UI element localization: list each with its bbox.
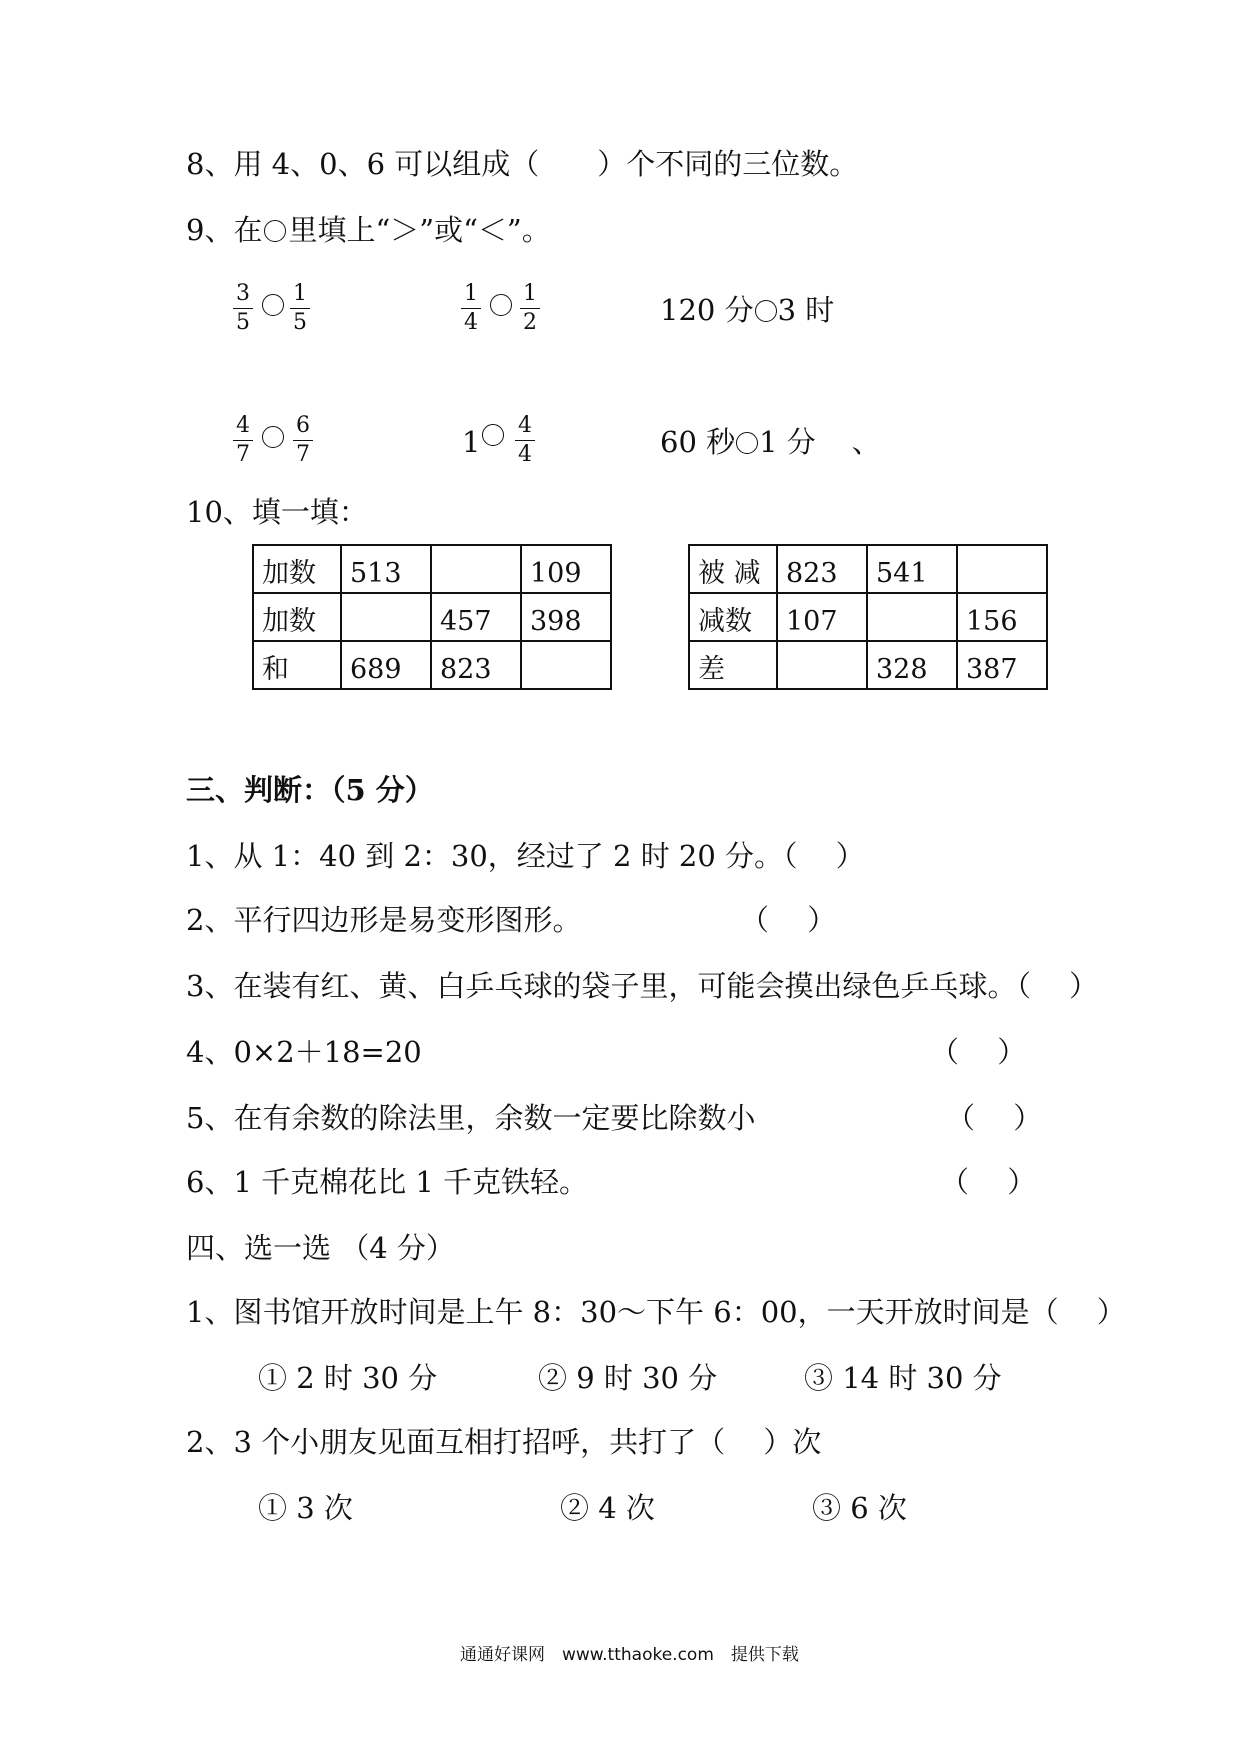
table-row bbox=[689, 641, 1047, 689]
addition-table bbox=[252, 544, 612, 690]
table-cell: 823 bbox=[431, 641, 521, 689]
compare-circle-icon bbox=[736, 432, 758, 454]
table-cell: 513 bbox=[341, 545, 431, 593]
table-cell: 差 bbox=[689, 641, 777, 689]
choice-2-option-3: ③ 6 次 bbox=[812, 1491, 907, 1525]
table-cell bbox=[777, 641, 867, 689]
choice-1-option-2: ② 9 时 30 分 bbox=[538, 1361, 718, 1395]
compare-right: 1 分 bbox=[759, 425, 816, 459]
question-9-title bbox=[186, 212, 551, 248]
fraction-4-4 bbox=[512, 414, 538, 467]
fraction-1-5 bbox=[287, 282, 313, 335]
section-4-title: 四、选一选 （4 分） bbox=[186, 1231, 455, 1265]
choice-1-option-1: ① 2 时 30 分 bbox=[258, 1361, 438, 1395]
numerator: 4 bbox=[518, 413, 532, 438]
compare-circle-icon bbox=[755, 300, 777, 322]
judge-item-1: 1、从 1：40 到 2：30，经过了 2 时 20 分。（ ） bbox=[186, 839, 865, 873]
table-cell: 457 bbox=[431, 593, 521, 641]
compare-time-2 bbox=[660, 424, 881, 460]
denominator: 5 bbox=[293, 310, 307, 335]
table-cell: 107 bbox=[777, 593, 867, 641]
table-cell: 减数 bbox=[689, 593, 777, 641]
judge-paren-2: （ ） bbox=[740, 903, 837, 937]
judge-paren-6: （ ） bbox=[940, 1165, 1037, 1199]
compare-circle-icon bbox=[482, 424, 504, 446]
fraction-1-4 bbox=[458, 282, 484, 335]
compare-left: 120 分 bbox=[660, 293, 754, 327]
compare-circle-icon bbox=[264, 220, 286, 242]
table-cell: 328 bbox=[867, 641, 957, 689]
choice-2-option-1: ① 3 次 bbox=[258, 1491, 353, 1525]
choice-question-2: 2、3 个小朋友见面互相打招呼，共打了（ ）次 bbox=[186, 1425, 822, 1459]
table-cell bbox=[431, 545, 521, 593]
table-cell: 823 bbox=[777, 545, 867, 593]
table-row bbox=[253, 545, 611, 593]
fraction-3-5 bbox=[230, 282, 256, 335]
compare-time-1 bbox=[660, 292, 834, 328]
table-cell: 加数 bbox=[253, 593, 341, 641]
fraction-1-2 bbox=[517, 282, 543, 335]
table-cell: 398 bbox=[521, 593, 611, 641]
table-row bbox=[253, 593, 611, 641]
judge-item-3: 3、在装有红、黄、白乒乓球的袋子里，可能会摸出绿色乒乓球。（ ） bbox=[186, 969, 1099, 1003]
stray-mark: 、 bbox=[851, 425, 881, 459]
table-row bbox=[253, 641, 611, 689]
numerator: 6 bbox=[296, 413, 310, 438]
judge-item-5: 5、在有余数的除法里，余数一定要比除数小 bbox=[186, 1101, 756, 1135]
table-cell: 387 bbox=[957, 641, 1047, 689]
table-cell: 109 bbox=[521, 545, 611, 593]
table-cell: 689 bbox=[341, 641, 431, 689]
table-cell bbox=[341, 593, 431, 641]
choice-2-option-2: ② 4 次 bbox=[560, 1491, 655, 1525]
denominator: 4 bbox=[464, 310, 478, 335]
table-cell: 541 bbox=[867, 545, 957, 593]
question-9-prefix: 9、在 bbox=[186, 213, 263, 247]
subtraction-table bbox=[688, 544, 1048, 690]
judge-paren-4: （ ） bbox=[930, 1035, 1027, 1069]
numerator: 4 bbox=[236, 413, 250, 438]
numerator: 3 bbox=[236, 281, 250, 306]
table-cell bbox=[867, 593, 957, 641]
table-cell: 和 bbox=[253, 641, 341, 689]
judge-paren-5: （ ） bbox=[946, 1101, 1043, 1135]
judge-item-6: 6、1 千克棉花比 1 千克铁轻。 bbox=[186, 1165, 589, 1199]
compare-circle-icon bbox=[262, 294, 284, 316]
compare-left: 60 秒 bbox=[660, 425, 736, 459]
compare-circle-icon bbox=[262, 426, 284, 448]
question-10-title: 10、填一填： bbox=[186, 495, 368, 529]
table-cell: 156 bbox=[957, 593, 1047, 641]
section-3-title: 三、判断：（5 分） bbox=[186, 773, 434, 807]
denominator: 7 bbox=[296, 442, 310, 467]
compare-one: 1 bbox=[462, 425, 481, 459]
denominator: 2 bbox=[523, 310, 537, 335]
table-cell bbox=[521, 641, 611, 689]
table-cell bbox=[957, 545, 1047, 593]
denominator: 5 bbox=[236, 310, 250, 335]
question-9-suffix: 里填上“＞”或“＜”。 bbox=[288, 213, 551, 247]
denominator: 4 bbox=[518, 442, 532, 467]
judge-item-4: 4、0×2＋18=20 bbox=[186, 1035, 422, 1069]
choice-question-1: 1、图书馆开放时间是上午 8：30～下午 6：00，一天开放时间是（ ） bbox=[186, 1295, 1126, 1329]
judge-item-2: 2、平行四边形是易变形图形。 bbox=[186, 903, 582, 937]
table-row bbox=[689, 593, 1047, 641]
page-footer: 通通好课网 www.tthaoke.com 提供下载 bbox=[460, 1645, 799, 1665]
numerator: 1 bbox=[464, 281, 478, 306]
table-cell: 加数 bbox=[253, 545, 341, 593]
compare-right: 3 时 bbox=[777, 293, 835, 327]
choice-1-option-3: ③ 14 时 30 分 bbox=[804, 1361, 1002, 1395]
numerator: 1 bbox=[523, 281, 537, 306]
table-cell: 被 减 bbox=[689, 545, 777, 593]
numerator: 1 bbox=[293, 281, 307, 306]
denominator: 7 bbox=[236, 442, 250, 467]
question-8: 8、用 4、0、6 可以组成（ ）个不同的三位数。 bbox=[186, 147, 859, 181]
table-row bbox=[689, 545, 1047, 593]
compare-circle-icon bbox=[490, 294, 512, 316]
fraction-6-7 bbox=[290, 414, 316, 467]
fraction-4-7 bbox=[230, 414, 256, 467]
